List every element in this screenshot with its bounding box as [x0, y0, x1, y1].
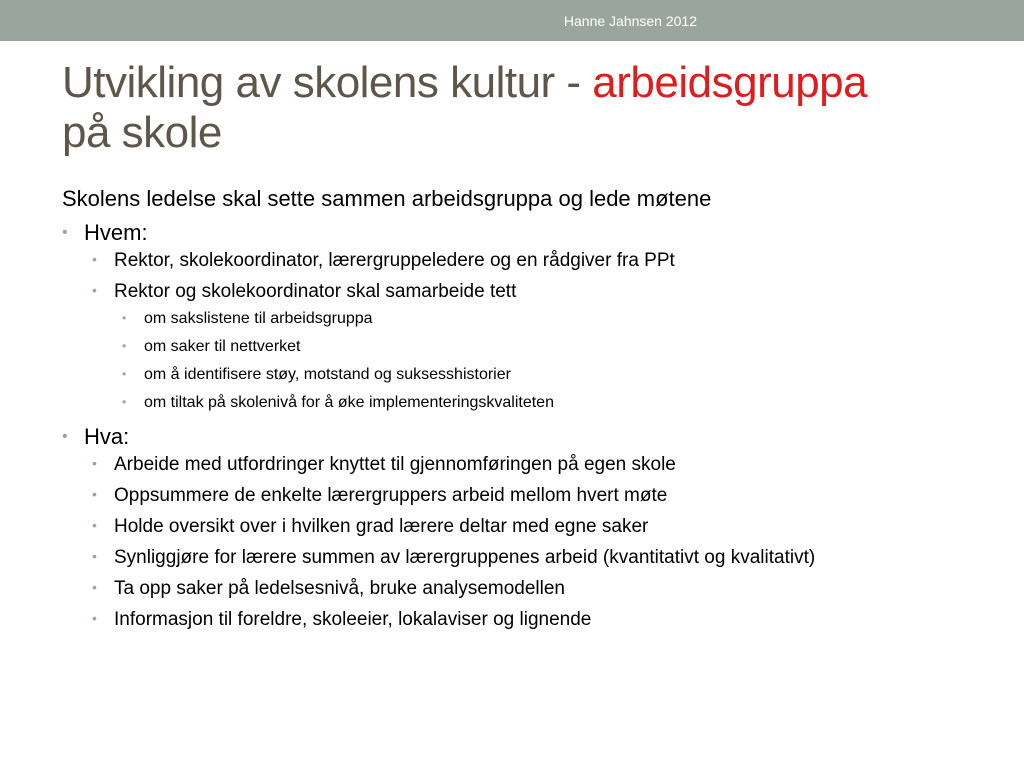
list-item: [122, 309, 962, 329]
sub-list: [92, 453, 962, 631]
list-item: [92, 515, 962, 538]
list-item-text: om sakslistene til arbeidsgruppa: [144, 310, 373, 327]
bullet-icon: •: [62, 224, 68, 241]
bullet-icon: •: [92, 251, 97, 267]
sub-list: [92, 249, 962, 413]
list-item: [92, 453, 962, 476]
title-accent: arbeidsgruppa: [592, 58, 868, 107]
bullet-icon: •: [92, 610, 97, 626]
bullet-icon: •: [92, 455, 97, 471]
list-item: [92, 608, 962, 631]
list-item-text: Holde oversikt over i hvilken grad lærere deltar med egne saker: [114, 516, 649, 537]
title-line2: på skole: [62, 108, 222, 157]
list-item-text: Synliggjøre for lærere summen av lærergruppenes arbeid (kvantitativt og kvalitativt): [114, 547, 816, 568]
list-item-text: Rektor og skolekoordinator skal samarbeide tett: [114, 281, 517, 302]
bullet-icon: •: [92, 517, 97, 533]
section-hvem: [62, 217, 962, 413]
list-item-text: om tiltak på skolenivå for å øke implementeringskvaliteten: [144, 394, 554, 411]
slide-title: [62, 58, 1002, 158]
list-item: [92, 546, 962, 569]
list-item-text: om å identifisere støy, motstand og suksesshistorier: [144, 366, 511, 383]
list-item: [122, 393, 962, 413]
list-item: [92, 484, 962, 507]
slide-content: [62, 182, 962, 639]
bullet-icon: •: [122, 339, 127, 353]
bullet-icon: •: [122, 395, 127, 409]
section-heading: Hvem:: [84, 220, 148, 245]
list-item-text: Oppsummere de enkelte lærergruppers arbeid mellom hvert møte: [114, 485, 668, 506]
list-item: [92, 577, 962, 600]
bullet-icon: •: [62, 428, 68, 445]
section-heading: Hva:: [84, 424, 130, 449]
header-bar: [0, 0, 1024, 41]
author-label: Hanne Jahnsen 2012: [563, 13, 697, 29]
list-item: [92, 280, 962, 413]
title-main: Utvikling av skolens kultur -: [62, 58, 593, 107]
list-item: [122, 365, 962, 385]
bullet-list: [62, 217, 962, 631]
bullet-icon: •: [92, 486, 97, 502]
list-item-text: Rektor, skolekoordinator, lærergruppeledere og en rådgiver fra PPt: [114, 250, 675, 271]
section-hva: [62, 421, 962, 631]
bullet-icon: •: [122, 367, 127, 381]
list-item: [92, 249, 962, 272]
list-item: [122, 337, 962, 357]
sub-sub-list: [122, 309, 962, 413]
bullet-icon: •: [92, 548, 97, 564]
list-item-text: Informasjon til foreldre, skoleeier, lokalaviser og lignende: [114, 609, 592, 630]
bullet-icon: •: [92, 282, 97, 298]
list-item-text: om saker til nettverket: [144, 338, 301, 355]
list-item-text: Arbeide med utfordringer knyttet til gjennomføringen på egen skole: [114, 454, 676, 475]
bullet-icon: •: [92, 579, 97, 595]
bullet-icon: •: [122, 311, 127, 325]
list-item-text: Ta opp saker på ledelsesnivå, bruke analysemodellen: [114, 578, 565, 599]
intro-text: Skolens ledelse skal sette sammen arbeidsgruppa og lede møtene: [62, 186, 712, 211]
